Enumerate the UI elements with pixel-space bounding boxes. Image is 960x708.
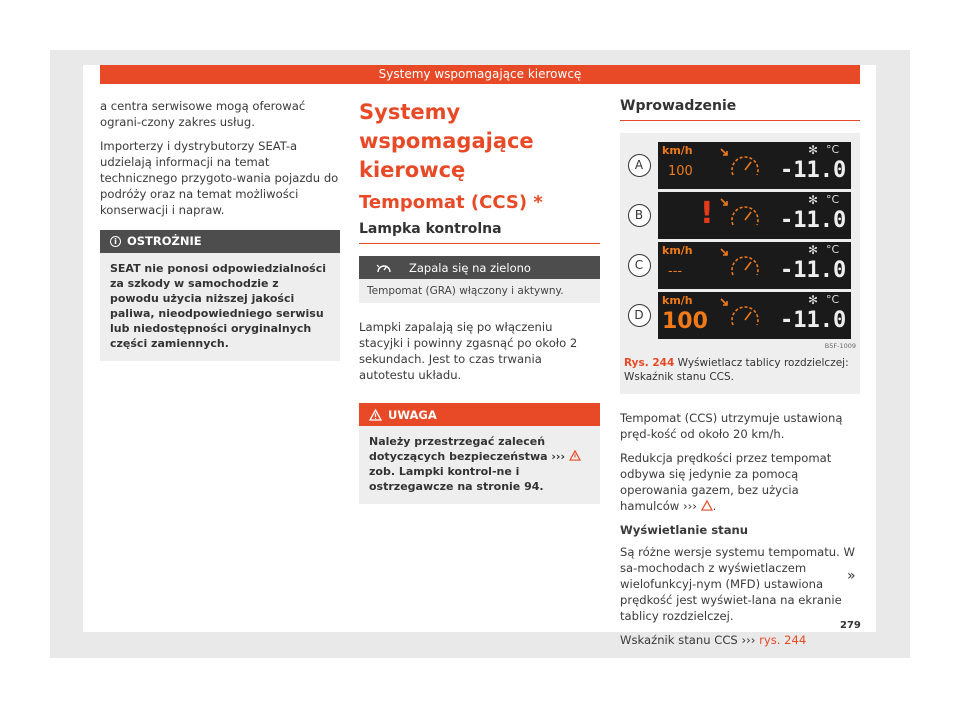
set-speed: 100 [662, 308, 708, 334]
display-panel [620, 190, 860, 240]
subsection-heading: Wyświetlanie stanu [620, 523, 749, 537]
warning-box [359, 403, 600, 504]
paragraph [620, 632, 860, 648]
figure-link[interactable]: rys. 244 [759, 633, 807, 647]
snowflake-icon: ✻ [808, 292, 819, 307]
paragraph: Importerzy i dystrybutorzy SEAT-a udzielają informacji na temat technicznego przygoto-wania pojazdu do podróży oraz na temat możliwości konserwacji i napraw. [100, 139, 339, 217]
caution-title: OSTROŻNIE [127, 234, 202, 248]
temp-unit: °C [826, 242, 840, 256]
warning-triangle-icon [569, 450, 581, 461]
warning-triangle-icon [701, 500, 713, 511]
paragraph: Redukcja prędkości przez tempomat odbywa się jedynie za pomocą operowania gazem, bez użycia hamulców ››› . [620, 451, 832, 513]
paragraph: Lampki zapalają się po włączeniu stacyjki i powinny zgasnąć po około 2 sekundach. Jest to czas trwania autotestu układu. [359, 320, 578, 382]
cruise-arrow-icon [720, 248, 730, 258]
figure-ref: Rys. 244 [624, 357, 675, 369]
section-heading: Systemy wspomagające kierowcę [359, 100, 534, 182]
panel-letter: C [628, 254, 651, 277]
page-number: 279 [840, 620, 861, 631]
warning-header [359, 403, 600, 426]
dashboard-screen [658, 242, 851, 289]
dashboard-screen [658, 192, 851, 239]
reference-arrows: ››› [551, 450, 565, 463]
column-1 [100, 98, 340, 361]
optional-equipment-star: * [533, 192, 543, 213]
temp-unit: °C [826, 192, 840, 206]
caution-header [100, 230, 340, 253]
temp-unit: °C [826, 292, 840, 306]
caution-box [100, 230, 340, 361]
paragraph: a centra serwisowe mogą oferować ograni-czony zakres usług. [100, 99, 306, 129]
cruise-gauge-icon [728, 301, 762, 331]
caution-text: SEAT nie ponosi odpowiedzialności za szkody w samochodzie z powodu użycia niższej jakości paliwa, nieodpowiedniego serwisu lub niedostępności oryginalnych części zamiennych. [110, 262, 327, 350]
outside-temp: -11.0 [780, 157, 847, 183]
outside-temp: -11.0 [780, 207, 847, 233]
display-panel [620, 140, 860, 190]
warning-triangle-icon [369, 409, 382, 421]
snowflake-icon: ✻ [808, 192, 819, 207]
section-heading: Wprowadzenie [620, 98, 860, 121]
temp-unit: °C [826, 142, 840, 156]
snowflake-icon: ✻ [808, 242, 819, 257]
alert-symbol: ! [700, 195, 714, 231]
warning-title: UWAGA [388, 407, 437, 422]
cruise-gauge-icon [728, 251, 762, 281]
caption-text: Wyświetlacz tablicy rozdzielczej: Wskaźnik stanu CCS. [624, 357, 849, 383]
column-2 [359, 98, 600, 504]
snowflake-icon: ✻ [808, 142, 819, 157]
display-panel [620, 290, 860, 340]
panel-letter: A [628, 154, 651, 177]
speed-unit: km/h [662, 243, 693, 257]
continue-mark: » [847, 568, 856, 584]
display-panels [620, 140, 860, 340]
warning-text [359, 426, 600, 504]
set-speed: --- [668, 263, 683, 279]
panel-letter: D [628, 304, 651, 327]
outside-temp: -11.0 [780, 307, 847, 333]
subsection-heading [359, 191, 600, 215]
lamp-row-header [359, 256, 600, 279]
set-speed: 100 [668, 163, 693, 179]
dashboard-screen [658, 142, 851, 189]
speed-unit: km/h [662, 293, 693, 307]
cruise-gauge-icon [728, 201, 762, 231]
warning-link[interactable]: zob. Lampki kontrol-ne i ostrzegawcze na stronie 94. [369, 465, 544, 493]
warning-text-part: Należy przestrzegać zaleceń dotyczących bezpieczeństwa [369, 435, 548, 463]
reference-arrows: ››› [741, 633, 756, 647]
panel-label [620, 304, 658, 327]
info-icon: i [110, 236, 121, 247]
lamp-row-title: Zapala się na zielono [409, 260, 531, 275]
cruise-arrow-icon [720, 148, 730, 158]
cruise-control-icon [359, 261, 409, 275]
paragraph-text: Wskaźnik stanu CCS [620, 633, 738, 647]
lamp-row-text: Tempomat (GRA) włączony i aktywny. [359, 279, 600, 303]
panel-label [620, 204, 658, 227]
chapter-header: Systemy wspomagające kierowcę [100, 65, 860, 84]
figure-caption [620, 356, 860, 388]
panel-letter: B [628, 204, 651, 227]
panel-label [620, 154, 658, 177]
cruise-arrow-icon [720, 298, 730, 308]
display-panel [620, 240, 860, 290]
lamp-table [359, 256, 600, 303]
lamp-heading: Lampka kontrolna [359, 221, 600, 244]
panel-label [620, 254, 658, 277]
paragraph: Są różne wersje systemu tempomatu. W sa-mochodach z wyświetlaczem wielofunkcyj-nym (MFD) ustawiona prędkość jest wyświet-lana na ekranie tablicy rozdzielczej. [620, 545, 855, 623]
figure [620, 133, 860, 394]
paragraph: Tempomat (CCS) utrzymuje ustawioną pręd-kość od około 20 km/h. [620, 411, 843, 441]
speed-unit: km/h [662, 143, 693, 157]
subsection-title: Tempomat (CCS) [359, 192, 528, 213]
column-3 [620, 98, 860, 656]
body [620, 410, 860, 648]
outside-temp: -11.0 [780, 257, 847, 283]
cruise-arrow-icon [720, 198, 730, 208]
cruise-gauge-icon [728, 151, 762, 181]
dashboard-screen [658, 292, 851, 339]
figure-id: B5F-1009 [824, 342, 856, 350]
paragraph-text: Redukcja prędkości przez tempomat odbywa się jedynie za pomocą operowania gazem, bez użycia hamulców [620, 451, 832, 513]
reference-arrows: ››› [682, 499, 697, 513]
